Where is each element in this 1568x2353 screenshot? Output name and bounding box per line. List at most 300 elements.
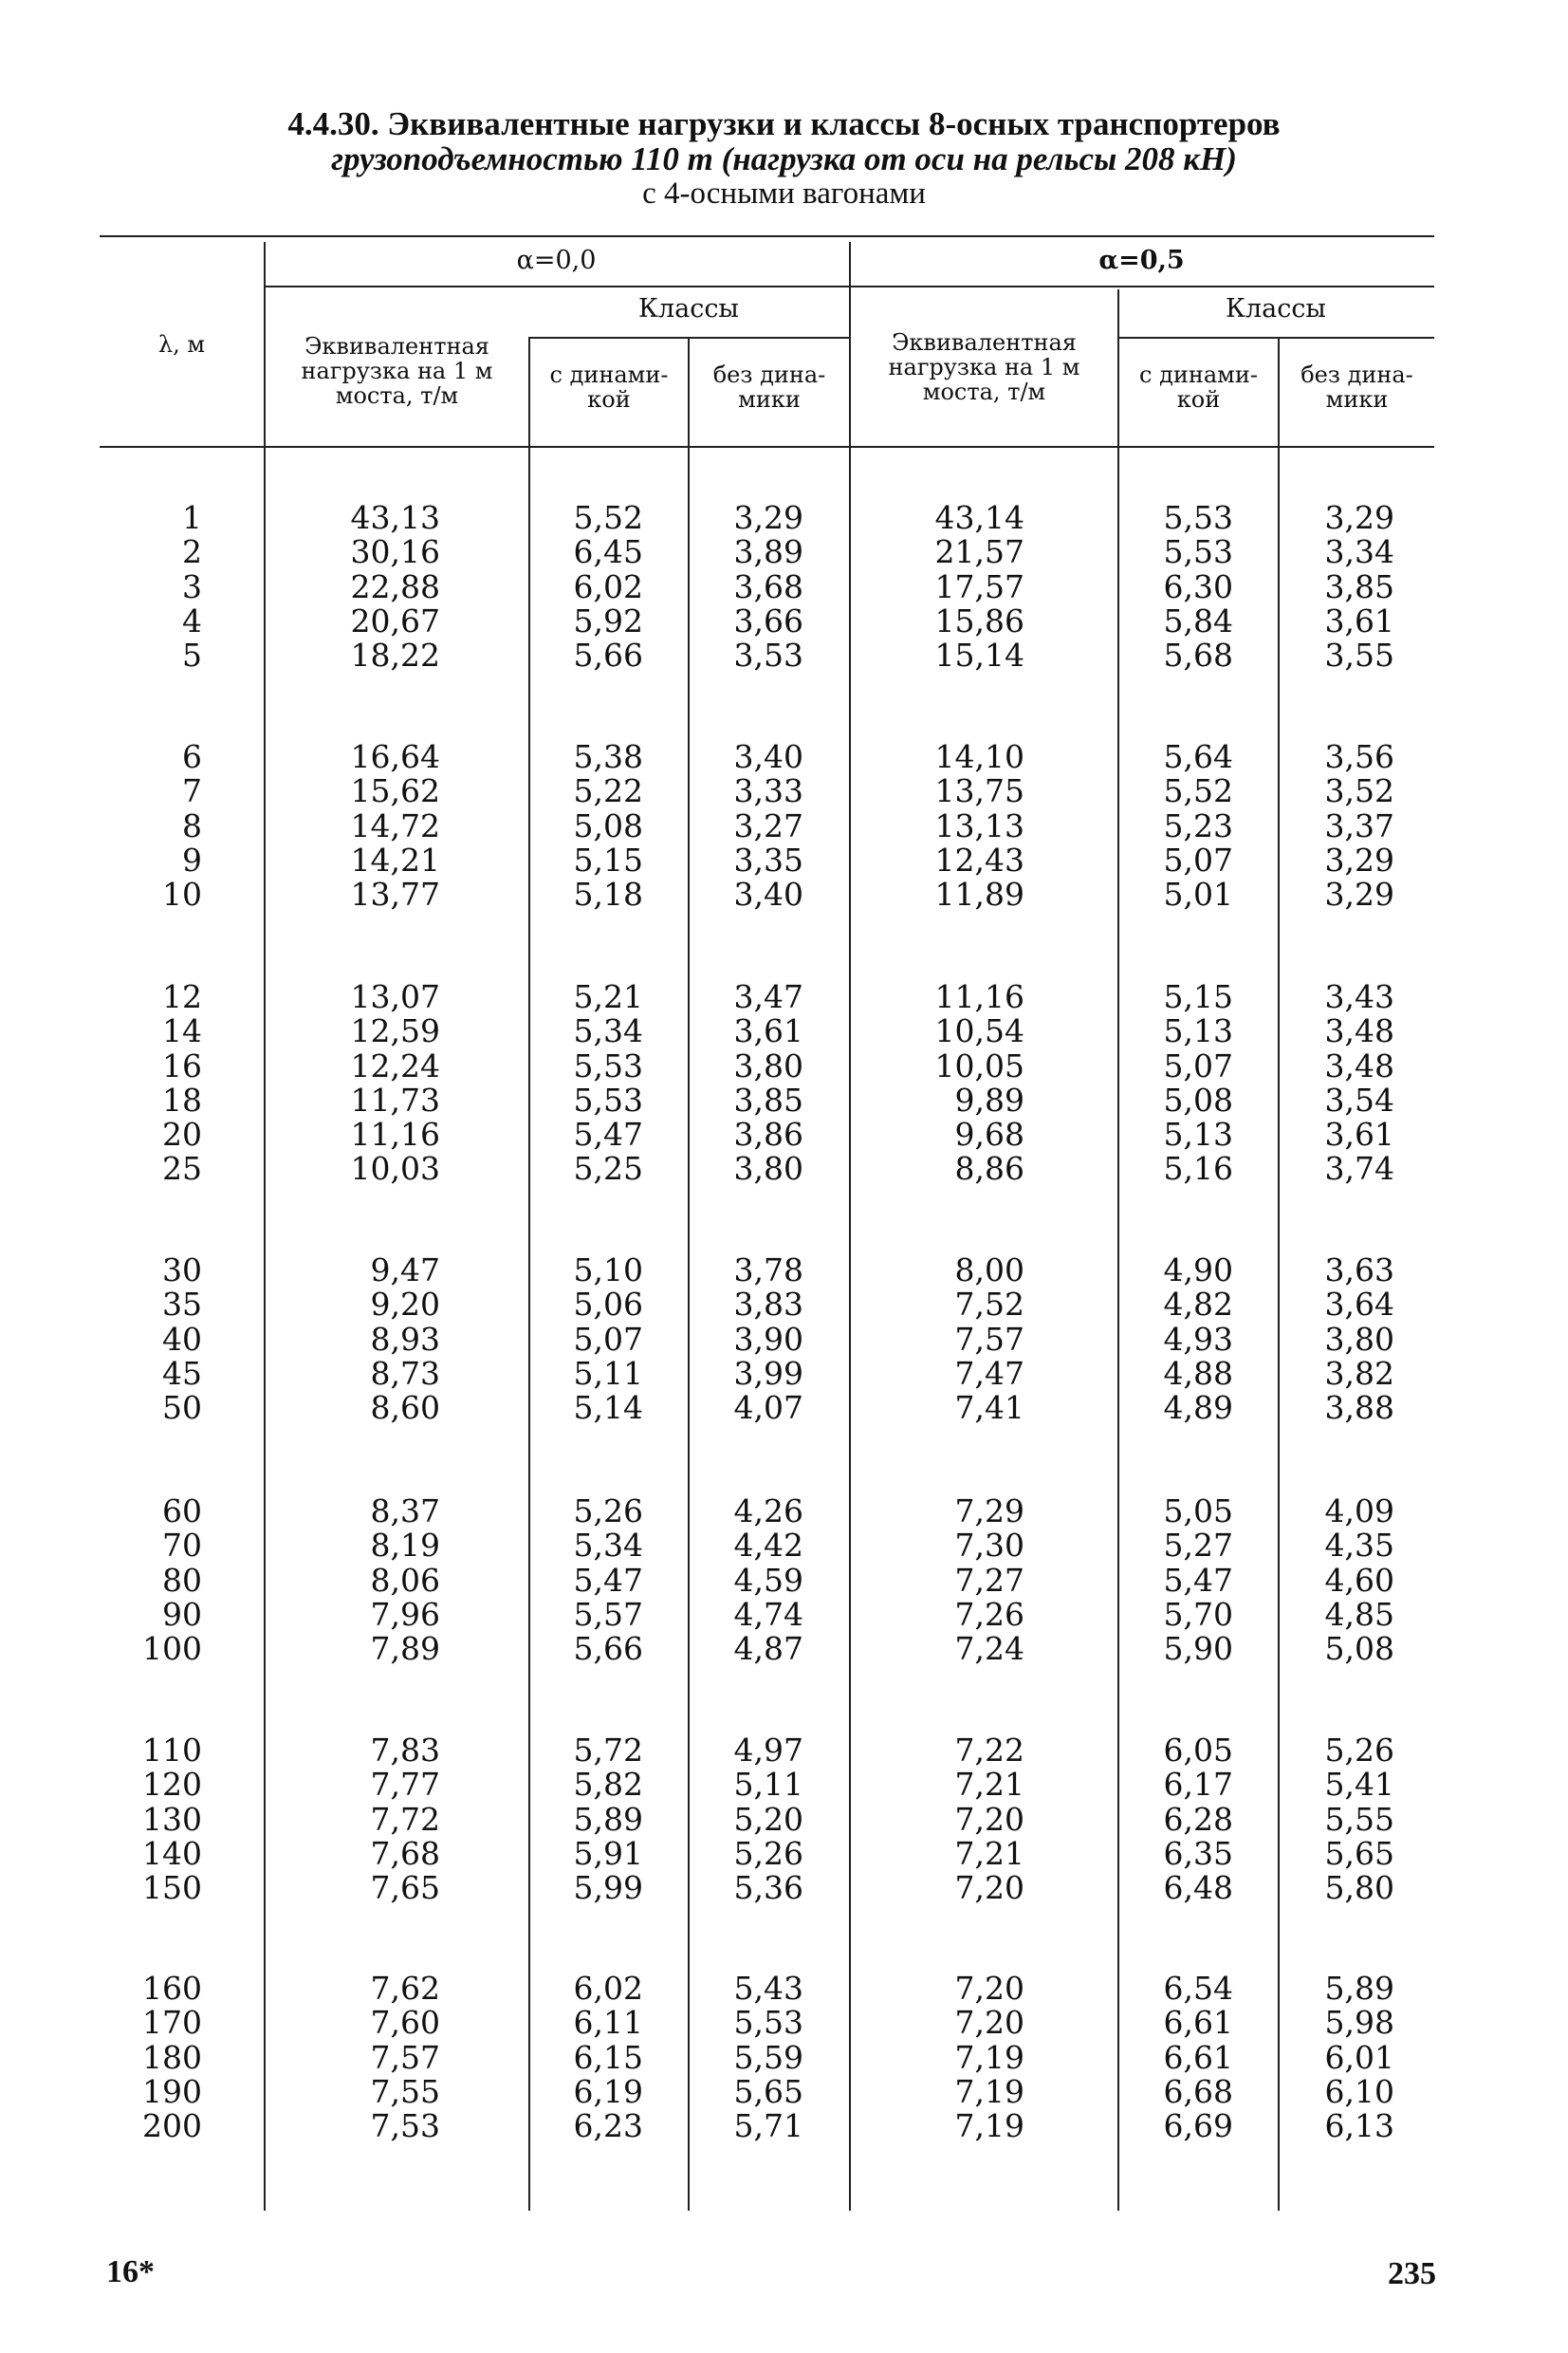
a5-class-with-dynamics-cell: 5,90 [1163, 1630, 1233, 1668]
lambda-cell: 18 [162, 1081, 202, 1119]
a5-equiv-load-cell: 11,89 [934, 876, 1024, 914]
a0-class-with-dynamics-cell: 5,06 [573, 1286, 643, 1324]
a5-equiv-load-cell: 9,68 [954, 1116, 1024, 1154]
without-dyn-line-2: мики [1325, 386, 1389, 413]
a0-class-without-dynamics-cell: 4,42 [733, 1527, 803, 1565]
a0-equiv-load-cell: 30,16 [350, 533, 440, 571]
a0-class-without-dynamics-cell: 5,26 [733, 1834, 803, 1872]
alpha05-group-rule [849, 286, 1434, 287]
row-group-6-a5_equiv-column [835, 1733, 1024, 1905]
a0-equiv-load-cell: 20,67 [350, 602, 440, 639]
a0-class-without-dynamics-cell: 4,74 [733, 1595, 803, 1633]
a0-equiv-load-cell: 16,64 [350, 738, 440, 775]
a0-class-without-dynamics-cell: 3,53 [733, 637, 803, 675]
a0-class-without-dynamics-cell: 3,80 [733, 1047, 803, 1084]
a0-equiv-load-cell: 14,72 [350, 806, 440, 844]
lambda-cell: 80 [162, 1561, 202, 1599]
a0-equiv-load-cell: 13,07 [350, 978, 440, 1015]
lambda-cell: 7 [182, 772, 202, 810]
lambda-cell: 6 [182, 738, 202, 775]
a5-class-with-dynamics-cell: 5,08 [1163, 1081, 1233, 1119]
a0-equiv-load-cell: 7,53 [370, 2107, 440, 2145]
row-group-4-a0_equiv-column [250, 1253, 440, 1425]
a0-class-without-dynamics-cell: 3,86 [733, 1116, 803, 1154]
a5-class-with-dynamics-cell: 6,61 [1163, 2004, 1233, 2042]
a0-class-without-dynamics-cell: 5,11 [733, 1766, 803, 1804]
a5-class-without-dynamics-cell: 5,89 [1324, 1970, 1394, 2007]
row-group-7-lambda-column [12, 1972, 202, 2143]
a5-equiv-load-cell: 7,21 [954, 1834, 1024, 1872]
a0-class-with-dynamics-cell: 5,92 [573, 602, 643, 639]
a5-class-with-dynamics-cell: 4,89 [1163, 1389, 1233, 1427]
a5-class-without-dynamics-cell: 3,85 [1324, 567, 1394, 605]
row-group-7-a5_equiv-column [835, 1972, 1024, 2143]
equiv-load-line-1: Эквивалентная [304, 333, 489, 360]
lambda-cell: 200 [142, 2107, 202, 2145]
a5-class-with-dynamics-cell: 5,07 [1163, 1047, 1233, 1084]
title-line-1: 4.4.30. Эквивалентные нагрузки и классы 8-осных транспортеров [287, 105, 1281, 142]
a5-equiv-load-cell: 7,26 [954, 1595, 1024, 1633]
a0-class-without-dynamics-cell: 3,78 [733, 1251, 803, 1288]
a5-class-without-dynamics-cell: 3,61 [1324, 602, 1394, 639]
a5-class-without-dynamics-cell: 3,48 [1324, 1047, 1394, 1084]
a5-equiv-load-cell: 13,75 [934, 772, 1024, 810]
a5-equiv-load-cell: 7,30 [954, 1527, 1024, 1565]
equiv-load-line-3: моста, т/м [335, 382, 459, 409]
a0-class-without-dynamics-cell: 5,43 [733, 1970, 803, 2007]
lambda-cell: 160 [142, 1970, 202, 2007]
a0-class-with-dynamics-cell: 6,19 [573, 2072, 643, 2110]
row-group-1-a5_nodyn-column [1205, 501, 1394, 673]
a5-class-without-dynamics-cell: 3,29 [1324, 876, 1394, 914]
a5-class-without-dynamics-cell: 3,29 [1324, 499, 1394, 536]
a0-class-with-dynamics-cell: 6,02 [573, 567, 643, 605]
header-with-dynamics-a5 [1119, 362, 1278, 412]
a0-equiv-load-cell: 9,47 [370, 1251, 440, 1288]
without-dyn-line-2: мики [738, 386, 801, 413]
a0-class-without-dynamics-cell: 3,66 [733, 602, 803, 639]
a5-class-without-dynamics-cell: 5,08 [1324, 1630, 1394, 1668]
a0-class-with-dynamics-cell: 6,45 [573, 533, 643, 571]
a0-class-with-dynamics-cell: 5,72 [573, 1732, 643, 1769]
lambda-cell: 30 [162, 1251, 202, 1288]
lambda-cell: 4 [182, 602, 202, 639]
a5-class-with-dynamics-cell: 6,35 [1163, 1834, 1233, 1872]
a5-equiv-load-cell: 12,43 [934, 841, 1024, 879]
with-dyn-line-2: кой [587, 386, 631, 413]
a5-class-without-dynamics-cell: 5,80 [1324, 1869, 1394, 1907]
header-equiv-load-a5 [851, 330, 1117, 404]
a0-class-with-dynamics-cell: 5,53 [573, 1081, 643, 1119]
a0-equiv-load-cell: 10,03 [350, 1150, 440, 1188]
with-dyn-line-1: с динами- [1139, 361, 1258, 388]
a5-equiv-load-cell: 7,24 [954, 1630, 1024, 1668]
row-group-4-a0_nodyn-column [614, 1253, 803, 1425]
a5-equiv-load-cell: 43,14 [934, 499, 1024, 536]
header-classes-a5: Классы [1226, 294, 1326, 324]
lambda-cell: 150 [142, 1869, 202, 1907]
a5-equiv-load-cell: 15,86 [934, 602, 1024, 639]
a5-class-without-dynamics-cell: 3,74 [1324, 1150, 1394, 1188]
a0-class-without-dynamics-cell: 5,65 [733, 2072, 803, 2110]
a0-class-with-dynamics-cell: 5,14 [573, 1389, 643, 1427]
a0-class-with-dynamics-cell: 5,25 [573, 1150, 643, 1188]
a5-class-without-dynamics-cell: 3,64 [1324, 1286, 1394, 1324]
lambda-cell: 130 [142, 1800, 202, 1838]
lambda-cell: 180 [142, 2038, 202, 2076]
a0-equiv-load-cell: 11,73 [350, 1081, 440, 1119]
header-without-dynamics-a5 [1280, 362, 1434, 412]
row-group-4-a5_equiv-column [835, 1253, 1024, 1425]
a5-class-with-dynamics-cell: 4,88 [1163, 1354, 1233, 1392]
row-group-3-a5_nodyn-column [1205, 980, 1394, 1187]
a0-class-without-dynamics-cell: 3,35 [733, 841, 803, 879]
a0-class-without-dynamics-cell: 3,29 [733, 499, 803, 536]
a5-class-with-dynamics-cell: 5,53 [1163, 533, 1233, 571]
a5-class-without-dynamics-cell: 4,35 [1324, 1527, 1394, 1565]
a0-class-without-dynamics-cell: 3,80 [733, 1150, 803, 1188]
a0-equiv-load-cell: 43,13 [350, 499, 440, 536]
a0-equiv-load-cell: 15,62 [350, 772, 440, 810]
a0-equiv-load-cell: 8,73 [370, 1354, 440, 1392]
a5-class-with-dynamics-cell: 5,23 [1163, 806, 1233, 844]
a0-class-with-dynamics-cell: 5,89 [573, 1800, 643, 1838]
a0-class-without-dynamics-cell: 3,68 [733, 567, 803, 605]
a5-equiv-load-cell: 7,19 [954, 2107, 1024, 2145]
a0-equiv-load-cell: 7,96 [370, 1595, 440, 1633]
a5-class-with-dynamics-cell: 5,68 [1163, 637, 1233, 675]
a5-class-without-dynamics-cell: 6,13 [1324, 2107, 1394, 2145]
a0-equiv-load-cell: 8,06 [370, 1561, 440, 1599]
a5-class-without-dynamics-cell: 3,37 [1324, 806, 1394, 844]
a5-class-with-dynamics-cell: 6,30 [1163, 567, 1233, 605]
a0-class-with-dynamics-cell: 5,52 [573, 499, 643, 536]
a0-class-without-dynamics-cell: 4,26 [733, 1492, 803, 1529]
a5-equiv-load-cell: 17,57 [934, 567, 1024, 605]
a5-equiv-load-cell: 7,20 [954, 1869, 1024, 1907]
a0-equiv-load-cell: 7,62 [370, 1970, 440, 2007]
lambda-cell: 14 [162, 1012, 202, 1050]
lambda-cell: 8 [182, 806, 202, 844]
a5-class-without-dynamics-cell: 5,98 [1324, 2004, 1394, 2042]
a0-class-with-dynamics-cell: 5,10 [573, 1251, 643, 1288]
equiv-load-line-2: нагрузка на 1 м [888, 354, 1080, 380]
lambda-cell: 190 [142, 2072, 202, 2110]
a0-class-with-dynamics-cell: 5,53 [573, 1047, 643, 1084]
a5-equiv-load-cell: 7,19 [954, 2072, 1024, 2110]
a5-class-with-dynamics-cell: 5,15 [1163, 978, 1233, 1015]
a5-equiv-load-cell: 7,21 [954, 1766, 1024, 1804]
a5-class-without-dynamics-cell: 3,54 [1324, 1081, 1394, 1119]
row-group-6-a0_nodyn-column [614, 1733, 803, 1905]
row-group-1-lambda-column [12, 501, 202, 673]
a0-equiv-load-cell: 13,77 [350, 876, 440, 914]
a0-class-with-dynamics-cell: 5,15 [573, 841, 643, 879]
a0-class-with-dynamics-cell: 6,15 [573, 2038, 643, 2076]
a5-class-with-dynamics-cell: 5,52 [1163, 772, 1233, 810]
row-group-1-a0_equiv-column [250, 501, 440, 673]
lambda-cell: 3 [182, 567, 202, 605]
a5-class-without-dynamics-cell: 3,88 [1324, 1389, 1394, 1427]
classes-rule-a5 [1117, 337, 1434, 339]
a0-equiv-load-cell: 9,20 [370, 1286, 440, 1324]
a0-class-without-dynamics-cell: 3,90 [733, 1320, 803, 1358]
a0-equiv-load-cell: 14,21 [350, 841, 440, 879]
signature-mark: 16* [106, 2254, 155, 2289]
a0-class-with-dynamics-cell: 5,07 [573, 1320, 643, 1358]
lambda-cell: 45 [162, 1354, 202, 1392]
a0-class-without-dynamics-cell: 5,53 [733, 2004, 803, 2042]
a0-class-without-dynamics-cell: 3,33 [733, 772, 803, 810]
a5-class-without-dynamics-cell: 3,63 [1324, 1251, 1394, 1288]
a0-equiv-load-cell: 12,24 [350, 1047, 440, 1084]
a0-class-without-dynamics-cell: 5,36 [733, 1869, 803, 1907]
without-dyn-line-1: без дина- [1301, 361, 1413, 388]
a5-class-with-dynamics-cell: 5,01 [1163, 876, 1233, 914]
a5-class-with-dynamics-cell: 6,28 [1163, 1800, 1233, 1838]
a0-class-without-dynamics-cell: 5,20 [733, 1800, 803, 1838]
a5-class-with-dynamics-cell: 6,54 [1163, 1970, 1233, 2007]
lambda-cell: 100 [142, 1630, 202, 1668]
a5-class-with-dynamics-cell: 6,68 [1163, 2072, 1233, 2110]
a5-equiv-load-cell: 13,13 [934, 806, 1024, 844]
row-group-5-a0_equiv-column [250, 1494, 440, 1666]
with-dyn-line-1: с динами- [549, 361, 669, 388]
a5-class-without-dynamics-cell: 3,52 [1324, 772, 1394, 810]
equiv-load-line-3: моста, т/м [922, 379, 1046, 405]
a5-class-without-dynamics-cell: 3,56 [1324, 738, 1394, 775]
a0-class-without-dynamics-cell: 3,27 [733, 806, 803, 844]
a0-equiv-load-cell: 7,72 [370, 1800, 440, 1838]
a5-class-without-dynamics-cell: 3,29 [1324, 841, 1394, 879]
a0-class-without-dynamics-cell: 3,85 [733, 1081, 803, 1119]
header-with-dynamics-a0 [530, 362, 688, 412]
a0-equiv-load-cell: 18,22 [350, 637, 440, 675]
header-lambda: λ, м [157, 331, 206, 358]
a5-equiv-load-cell: 7,52 [954, 1286, 1024, 1324]
a0-class-with-dynamics-cell: 5,26 [573, 1492, 643, 1529]
a0-class-without-dynamics-cell: 5,59 [733, 2038, 803, 2076]
a5-equiv-load-cell: 8,00 [954, 1251, 1024, 1288]
a0-class-with-dynamics-cell: 5,38 [573, 738, 643, 775]
a0-class-with-dynamics-cell: 5,47 [573, 1116, 643, 1154]
a0-class-without-dynamics-cell: 3,61 [733, 1012, 803, 1050]
page-number: 235 [1388, 2256, 1436, 2291]
lambda-cell: 20 [162, 1116, 202, 1154]
a0-equiv-load-cell: 7,83 [370, 1732, 440, 1769]
a5-class-with-dynamics-cell: 5,64 [1163, 738, 1233, 775]
a0-equiv-load-cell: 7,60 [370, 2004, 440, 2042]
a0-class-without-dynamics-cell: 3,99 [733, 1354, 803, 1392]
header-classes-a0: Классы [638, 294, 739, 324]
header-alpha-05: α=0,5 [1098, 246, 1185, 275]
a5-equiv-load-cell: 7,20 [954, 1970, 1024, 2007]
a5-class-without-dynamics-cell: 4,60 [1324, 1561, 1394, 1599]
a5-class-with-dynamics-cell: 5,13 [1163, 1116, 1233, 1154]
lambda-cell: 60 [162, 1492, 202, 1529]
title-line-2: грузоподъемностью 110 т (нагрузка от оси на рельсы 208 кН) [331, 140, 1237, 177]
a0-equiv-load-cell: 7,55 [370, 2072, 440, 2110]
table-title [0, 106, 1568, 212]
a0-equiv-load-cell: 11,16 [350, 1116, 440, 1154]
a5-class-without-dynamics-cell: 3,61 [1324, 1116, 1394, 1154]
lambda-cell: 9 [182, 841, 202, 879]
a5-class-without-dynamics-cell: 5,65 [1324, 1834, 1394, 1872]
a5-class-with-dynamics-cell: 5,05 [1163, 1492, 1233, 1529]
a5-class-without-dynamics-cell: 6,01 [1324, 2038, 1394, 2076]
a5-equiv-load-cell: 7,27 [954, 1561, 1024, 1599]
row-group-2-lambda-column [12, 740, 202, 912]
without-dyn-line-1: без дина- [712, 361, 826, 388]
row-group-4-a5_nodyn-column [1205, 1253, 1394, 1425]
lambda-cell: 1 [182, 499, 202, 536]
a0-class-with-dynamics-cell: 5,47 [573, 1561, 643, 1599]
a5-equiv-load-cell: 7,41 [954, 1389, 1024, 1427]
lambda-cell: 120 [142, 1766, 202, 1804]
a5-class-with-dynamics-cell: 5,70 [1163, 1595, 1233, 1633]
table-top-rule [100, 235, 1434, 237]
a0-equiv-load-cell: 8,37 [370, 1492, 440, 1529]
a0-class-with-dynamics-cell: 5,08 [573, 806, 643, 844]
a0-class-without-dynamics-cell: 3,40 [733, 876, 803, 914]
alpha0-group-rule [264, 286, 849, 287]
a5-class-without-dynamics-cell: 3,55 [1324, 637, 1394, 675]
row-group-2-a5_equiv-column [835, 740, 1024, 912]
a5-class-without-dynamics-cell: 3,80 [1324, 1320, 1394, 1358]
row-group-3-lambda-column [12, 980, 202, 1187]
equiv-load-line-2: нагрузка на 1 м [301, 358, 493, 384]
a0-class-with-dynamics-cell: 6,11 [573, 2004, 643, 2042]
a0-class-with-dynamics-cell: 5,22 [573, 772, 643, 810]
row-group-2-a0_equiv-column [250, 740, 440, 912]
a0-equiv-load-cell: 7,65 [370, 1869, 440, 1907]
row-group-6-a5_nodyn-column [1205, 1733, 1394, 1905]
a5-class-without-dynamics-cell: 3,43 [1324, 978, 1394, 1015]
a0-equiv-load-cell: 12,59 [350, 1012, 440, 1050]
a5-class-with-dynamics-cell: 6,17 [1163, 1766, 1233, 1804]
a0-class-without-dynamics-cell: 4,87 [733, 1630, 803, 1668]
a5-equiv-load-cell: 7,20 [954, 2004, 1024, 2042]
a0-class-with-dynamics-cell: 5,11 [573, 1354, 643, 1392]
lambda-cell: 10 [162, 876, 202, 914]
a5-class-with-dynamics-cell: 4,93 [1163, 1320, 1233, 1358]
a5-class-with-dynamics-cell: 6,61 [1163, 2038, 1233, 2076]
a5-class-with-dynamics-cell: 5,84 [1163, 602, 1233, 639]
row-group-1-a5_equiv-column [835, 501, 1024, 673]
title-line-3: с 4-осными вагонами [642, 176, 926, 211]
row-group-6-lambda-column [12, 1733, 202, 1905]
a0-class-with-dynamics-cell: 6,02 [573, 1970, 643, 2007]
a5-class-with-dynamics-cell: 5,47 [1163, 1561, 1233, 1599]
a0-class-with-dynamics-cell: 5,91 [573, 1834, 643, 1872]
lambda-cell: 140 [142, 1834, 202, 1872]
lambda-cell: 50 [162, 1389, 202, 1427]
a5-equiv-load-cell: 8,86 [954, 1150, 1024, 1188]
row-group-3-a0_nodyn-column [614, 980, 803, 1187]
a5-equiv-load-cell: 11,16 [934, 978, 1024, 1015]
row-group-5-a5_nodyn-column [1205, 1494, 1394, 1666]
lambda-cell: 16 [162, 1047, 202, 1084]
a5-equiv-load-cell: 9,89 [954, 1081, 1024, 1119]
a0-equiv-load-cell: 8,60 [370, 1389, 440, 1427]
lambda-cell: 35 [162, 1286, 202, 1324]
a5-class-without-dynamics-cell: 3,48 [1324, 1012, 1394, 1050]
a0-class-without-dynamics-cell: 3,40 [733, 738, 803, 775]
a5-class-with-dynamics-cell: 6,05 [1163, 1732, 1233, 1769]
a0-equiv-load-cell: 7,89 [370, 1630, 440, 1668]
a5-equiv-load-cell: 7,29 [954, 1492, 1024, 1529]
a0-class-with-dynamics-cell: 5,99 [573, 1869, 643, 1907]
a5-class-with-dynamics-cell: 5,07 [1163, 841, 1233, 879]
row-group-7-a5_nodyn-column [1205, 1972, 1394, 2143]
a0-class-with-dynamics-cell: 5,82 [573, 1766, 643, 1804]
a0-class-with-dynamics-cell: 5,57 [573, 1595, 643, 1633]
a0-class-with-dynamics-cell: 5,34 [573, 1527, 643, 1565]
a5-class-with-dynamics-cell: 6,48 [1163, 1869, 1233, 1907]
a5-class-without-dynamics-cell: 4,85 [1324, 1595, 1394, 1633]
a5-equiv-load-cell: 7,47 [954, 1354, 1024, 1392]
row-group-6-a0_equiv-column [250, 1733, 440, 1905]
lambda-cell: 12 [162, 978, 202, 1015]
a0-equiv-load-cell: 7,77 [370, 1766, 440, 1804]
with-dyn-line-2: кой [1176, 386, 1221, 413]
a0-class-without-dynamics-cell: 3,83 [733, 1286, 803, 1324]
a5-class-without-dynamics-cell: 4,09 [1324, 1492, 1394, 1529]
a5-class-with-dynamics-cell: 5,53 [1163, 499, 1233, 536]
a5-class-without-dynamics-cell: 3,34 [1324, 533, 1394, 571]
row-group-1-a0_nodyn-column [614, 501, 803, 673]
lambda-cell: 170 [142, 2004, 202, 2042]
lambda-cell: 70 [162, 1527, 202, 1565]
header-bottom-rule [100, 446, 1434, 448]
a5-equiv-load-cell: 21,57 [934, 533, 1024, 571]
a5-equiv-load-cell: 10,05 [934, 1047, 1024, 1084]
row-group-5-a5_equiv-column [835, 1494, 1024, 1666]
a5-class-with-dynamics-cell: 5,13 [1163, 1012, 1233, 1050]
a5-equiv-load-cell: 10,54 [934, 1012, 1024, 1050]
a0-equiv-load-cell: 7,68 [370, 1834, 440, 1872]
row-group-4-lambda-column [12, 1253, 202, 1425]
a5-class-without-dynamics-cell: 5,41 [1324, 1766, 1394, 1804]
a0-equiv-load-cell: 8,93 [370, 1320, 440, 1358]
a0-class-with-dynamics-cell: 5,34 [573, 1012, 643, 1050]
equiv-load-line-1: Эквивалентная [892, 329, 1077, 356]
a5-class-with-dynamics-cell: 6,69 [1163, 2107, 1233, 2145]
header-equiv-load-a0 [266, 334, 528, 408]
a5-class-without-dynamics-cell: 5,26 [1324, 1732, 1394, 1769]
row-group-5-a0_nodyn-column [614, 1494, 803, 1666]
a0-class-with-dynamics-cell: 5,21 [573, 978, 643, 1015]
a5-equiv-load-cell: 7,57 [954, 1320, 1024, 1358]
a0-class-with-dynamics-cell: 6,23 [573, 2107, 643, 2145]
a0-class-without-dynamics-cell: 3,47 [733, 978, 803, 1015]
a5-equiv-load-cell: 7,22 [954, 1732, 1024, 1769]
a5-equiv-load-cell: 14,10 [934, 738, 1024, 775]
a0-class-without-dynamics-cell: 3,89 [733, 533, 803, 571]
a0-class-without-dynamics-cell: 4,07 [733, 1389, 803, 1427]
row-group-7-a0_nodyn-column [614, 1972, 803, 2143]
lambda-cell: 90 [162, 1595, 202, 1633]
row-group-7-a0_equiv-column [250, 1972, 440, 2143]
a0-class-without-dynamics-cell: 5,71 [733, 2107, 803, 2145]
a0-equiv-load-cell: 7,57 [370, 2038, 440, 2076]
lambda-cell: 40 [162, 1320, 202, 1358]
a5-class-with-dynamics-cell: 5,27 [1163, 1527, 1233, 1565]
a5-equiv-load-cell: 7,20 [954, 1800, 1024, 1838]
a5-class-with-dynamics-cell: 4,90 [1163, 1251, 1233, 1288]
header-without-dynamics-a0 [690, 362, 849, 412]
a0-equiv-load-cell: 8,19 [370, 1527, 440, 1565]
